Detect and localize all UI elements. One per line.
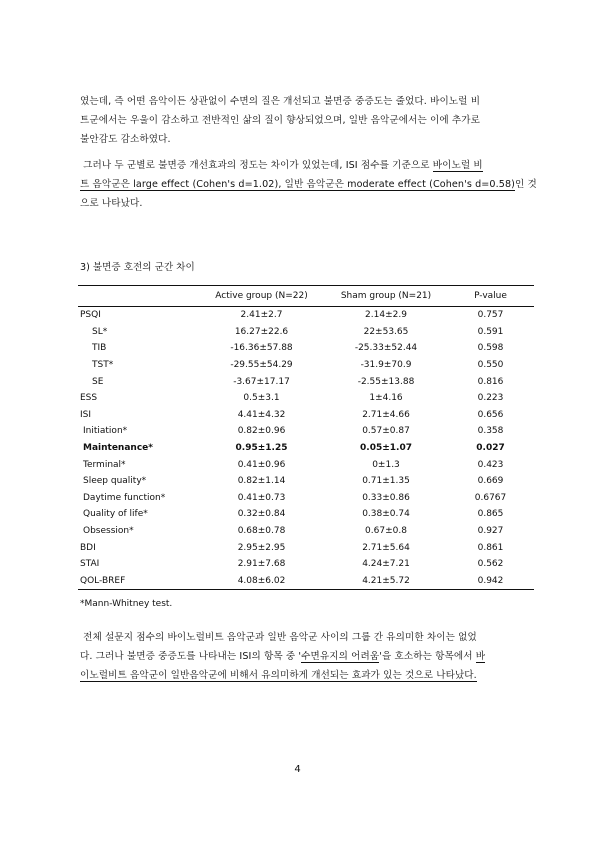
table-row bbox=[78, 373, 534, 390]
table-row bbox=[78, 407, 534, 424]
p-value: 0.358 bbox=[477, 426, 504, 437]
text-line: 트군에서는 우울이 감소하고 전반적인 삶의 질이 향상되었으며, 일반 음악군에서는 이에 추가로 bbox=[80, 115, 480, 126]
page-number: 4 bbox=[294, 764, 301, 775]
text-segment: 인 것 bbox=[515, 179, 537, 190]
underlined-text: 트 음악군은 large effect (Cohen's d=1.02), 일반 음악군은 moderate effect (Cohen's d=0.58) bbox=[80, 179, 516, 190]
text-line bbox=[80, 175, 537, 194]
sham-value: 1±4.16 bbox=[369, 393, 403, 404]
sham-value: 4.21±5.72 bbox=[325, 573, 447, 590]
header-label bbox=[78, 286, 198, 307]
p-value: 0.865 bbox=[477, 509, 504, 520]
table-row bbox=[78, 456, 534, 473]
table-header-row bbox=[78, 286, 534, 307]
table-row bbox=[78, 473, 534, 490]
row-label: Terminal* bbox=[83, 459, 126, 470]
row-label: TST* bbox=[92, 360, 114, 371]
table-row bbox=[78, 440, 534, 457]
active-value: 4.41±4.32 bbox=[237, 409, 286, 420]
p-value: 0.942 bbox=[447, 573, 534, 590]
section-title: 3) 불면증 호전의 군간 차이 bbox=[80, 262, 195, 273]
header-sham: Sham group (N=21) bbox=[325, 286, 447, 307]
text-line: 불안감도 감소하였다. bbox=[80, 134, 171, 145]
p-value: 0.423 bbox=[477, 459, 504, 470]
table-row bbox=[78, 357, 534, 374]
row-label: STAI bbox=[80, 559, 100, 570]
text-line: 으로 나타났다. bbox=[80, 198, 143, 209]
sham-value: 0.05±1.07 bbox=[360, 443, 412, 454]
paragraph-conclusion bbox=[80, 628, 526, 685]
table-row bbox=[78, 324, 534, 341]
row-label: QOL-BREF bbox=[78, 573, 198, 590]
p-value: 0.757 bbox=[477, 310, 504, 321]
p-value: 0.562 bbox=[477, 559, 504, 570]
header-active: Active group (N=22) bbox=[198, 286, 325, 307]
row-label: Daytime function* bbox=[83, 492, 166, 503]
row-label: Quality of life* bbox=[83, 509, 148, 520]
text-line bbox=[80, 666, 526, 685]
text-segment: 전체 설문지 점수의 바이노럴비트 음악군과 일반 음악군 사이의 그룹 간 유의미한 차이는 없었 bbox=[83, 632, 477, 643]
p-value: 0.550 bbox=[477, 360, 504, 371]
p-value: 0.816 bbox=[477, 376, 504, 387]
text-line bbox=[80, 156, 526, 175]
underlined-text: 이노럴비트 음악군이 일반음악군에 비해서 유의미하게 개선되는 효과가 있는 것으로 나타났다. bbox=[80, 670, 477, 681]
underlined-text: 수면유지의 어려움 bbox=[301, 651, 380, 662]
underlined-text: 바 bbox=[475, 651, 486, 662]
active-value: 16.27±22.6 bbox=[234, 326, 289, 337]
active-value: -29.55±54.29 bbox=[230, 360, 293, 371]
p-value: 0.656 bbox=[477, 409, 504, 420]
text-line bbox=[80, 628, 526, 647]
p-value: 0.598 bbox=[477, 343, 504, 354]
row-label: Maintenance* bbox=[83, 443, 153, 454]
table-row bbox=[78, 390, 534, 407]
p-value: 0.027 bbox=[476, 443, 505, 454]
sham-value: 0.71±1.35 bbox=[362, 476, 410, 487]
row-label: PSQI bbox=[80, 310, 101, 321]
sham-value: -25.33±52.44 bbox=[354, 343, 418, 354]
sham-value: 2.71±4.66 bbox=[362, 409, 410, 420]
active-value: -3.67±17.17 bbox=[233, 376, 290, 387]
row-label: ESS bbox=[80, 393, 98, 404]
sham-value: 0.38±0.74 bbox=[362, 509, 410, 520]
table-row bbox=[78, 506, 534, 523]
active-value: 0.5±3.1 bbox=[243, 393, 280, 404]
underlined-text: 바이노럴 비 bbox=[432, 160, 483, 171]
sham-value: 22±53.65 bbox=[363, 326, 409, 337]
header-pvalue: P-value bbox=[447, 286, 534, 307]
p-value: 0.223 bbox=[477, 393, 504, 404]
p-value: 0.861 bbox=[477, 542, 504, 553]
table-row bbox=[78, 490, 534, 507]
row-label: Initiation* bbox=[83, 426, 128, 437]
active-value: -16.36±57.88 bbox=[230, 343, 293, 354]
group-difference-table bbox=[78, 285, 534, 590]
sham-value: 0.67±0.8 bbox=[365, 526, 407, 537]
table-row bbox=[78, 573, 534, 590]
sham-value: -2.55±13.88 bbox=[357, 376, 415, 387]
table-footnote: *Mann-Whitney test. bbox=[80, 599, 173, 609]
row-label: SE bbox=[92, 376, 104, 387]
active-value: 0.41±0.73 bbox=[237, 492, 286, 503]
active-value: 0.82±1.14 bbox=[237, 476, 286, 487]
active-value: 2.41±2.7 bbox=[240, 310, 283, 321]
active-value: 2.95±2.95 bbox=[237, 542, 286, 553]
text-line bbox=[80, 647, 526, 666]
sham-value: 2.71±5.64 bbox=[362, 542, 410, 553]
sham-value: 0±1.3 bbox=[372, 459, 400, 470]
text-segment: 그러나 두 군별로 불면증 개선효과의 정도는 차이가 있었는데, ISI 점수를 기준으로 bbox=[83, 160, 433, 171]
paragraph-effect-size bbox=[80, 156, 537, 213]
sham-value: 2.14±2.9 bbox=[365, 310, 407, 321]
table-row bbox=[78, 423, 534, 440]
row-label: TIB bbox=[92, 343, 107, 354]
active-value: 0.68±0.78 bbox=[237, 526, 286, 537]
sham-value: 4.24±7.21 bbox=[362, 559, 410, 570]
sham-value: 0.33±0.86 bbox=[362, 492, 410, 503]
row-label: Sleep quality* bbox=[83, 476, 147, 487]
p-value: 0.927 bbox=[477, 526, 504, 537]
table-row bbox=[78, 307, 534, 324]
row-label: ISI bbox=[80, 409, 92, 420]
p-value: 0.591 bbox=[477, 326, 504, 337]
text-segment: '을 호소하는 항목에서 bbox=[379, 651, 476, 662]
paragraph-results-summary bbox=[80, 92, 526, 149]
table-row bbox=[78, 340, 534, 357]
active-value: 4.08±6.02 bbox=[198, 573, 325, 590]
row-label: SL* bbox=[92, 326, 108, 337]
p-value: 0.6767 bbox=[474, 492, 507, 503]
table-row bbox=[78, 523, 534, 540]
active-value: 2.91±7.68 bbox=[237, 559, 286, 570]
table-row bbox=[78, 539, 534, 556]
active-value: 0.32±0.84 bbox=[237, 509, 286, 520]
active-value: 0.82±0.96 bbox=[237, 426, 286, 437]
active-value: 0.95±1.25 bbox=[235, 443, 288, 454]
table-row bbox=[78, 556, 534, 573]
text-line: 였는데, 즉 어떤 음악이든 상관없이 수면의 질은 개선되고 불면증 중증도는 줄었다. 바이노럴 비 bbox=[80, 96, 481, 107]
p-value: 0.669 bbox=[477, 476, 504, 487]
text-segment: 다. 그러나 불면증 중증도를 나타내는 ISI의 항목 중 ' bbox=[80, 651, 302, 662]
active-value: 0.41±0.96 bbox=[237, 459, 286, 470]
row-label: Obsession* bbox=[83, 526, 134, 537]
row-label: BDI bbox=[80, 542, 96, 553]
sham-value: 0.57±0.87 bbox=[362, 426, 410, 437]
sham-value: -31.9±70.9 bbox=[360, 360, 412, 371]
